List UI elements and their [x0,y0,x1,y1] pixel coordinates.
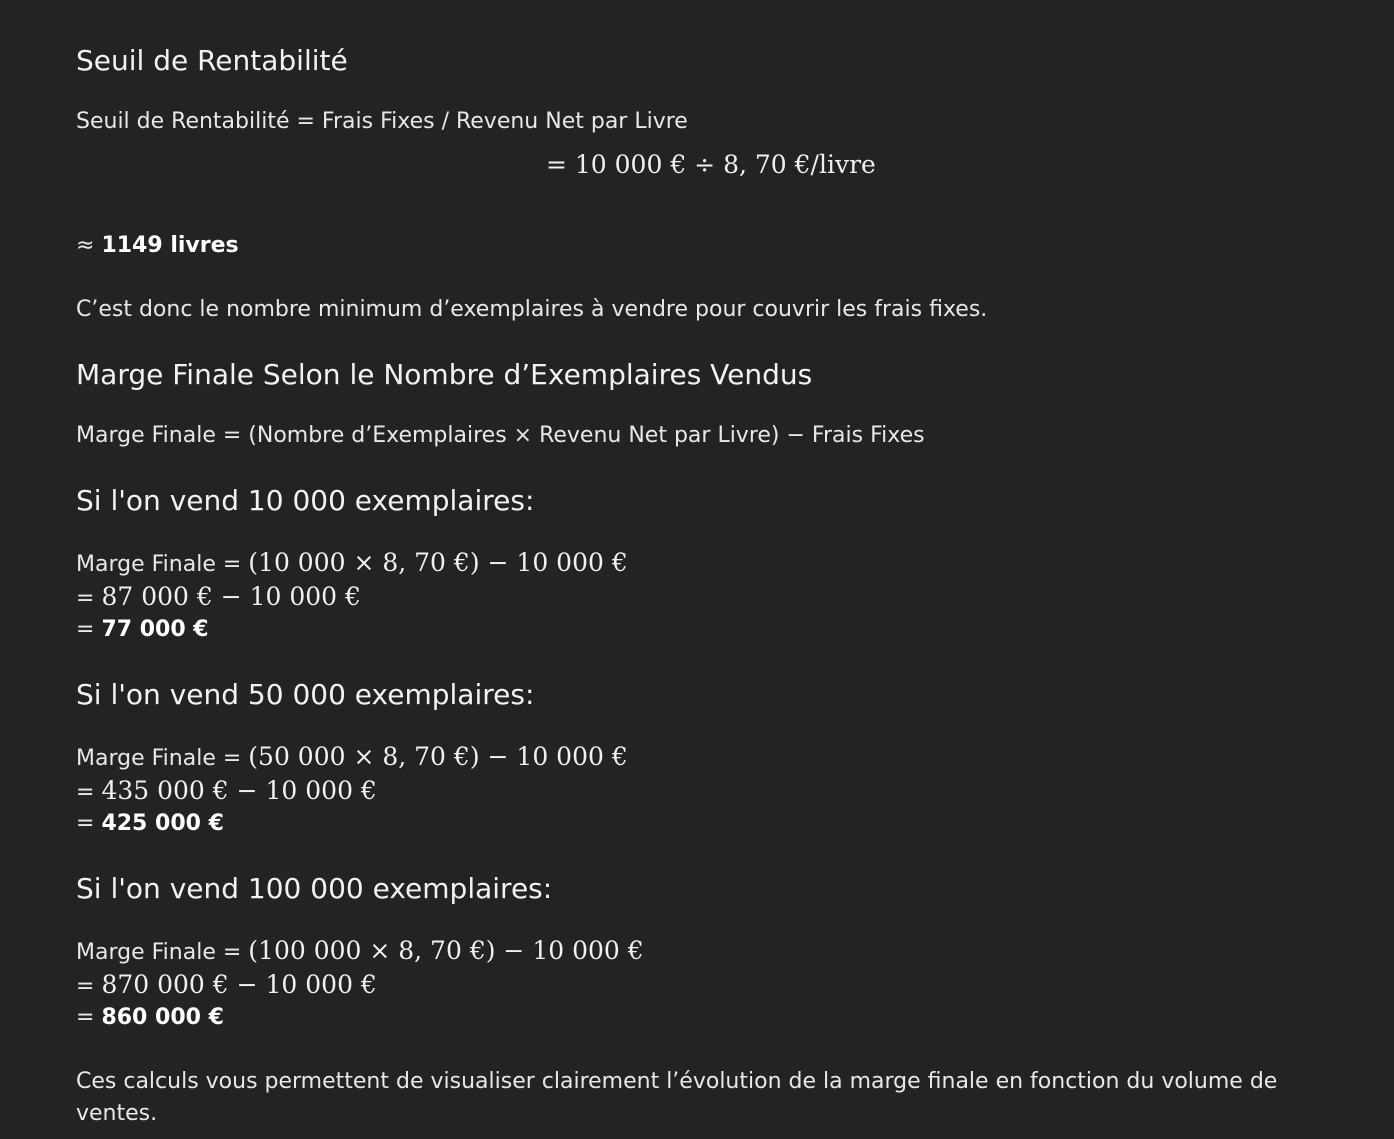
scenario-line-2 [76,969,377,1003]
scenario-line-2 [76,581,361,615]
scenario-line-prefix: = [76,586,102,611]
breakeven-formula-text: Seuil de Rentabilité = Frais Fixes / Revenu Net par Livre [76,109,688,134]
scenario-line-prefix: = [76,974,102,999]
scenario-line-prefix: Marge Finale = [76,940,249,965]
scenario-line-math: 870 000 € − 10 000 € [101,970,377,999]
margin-heading: Marge Finale Selon le Nombre d’Exemplaires Vendus [76,358,813,391]
scenario-line-3 [76,1002,224,1034]
breakeven-result-line [76,230,239,262]
scenario-line-3 [76,614,209,646]
scenario-result: 860 000 € [101,1005,224,1030]
approx-symbol: ≈ [76,233,102,258]
scenario-line-prefix: = [76,811,102,836]
scenario-line-2 [76,775,377,809]
breakeven-result: 1149 livres [101,233,239,258]
scenario-line-1 [76,741,628,775]
margin-formula-text: Marge Finale = (Nombre d’Exemplaires × Revenu Net par Livre) − Frais Fixes [76,423,925,448]
breakeven-explanation: C’est donc le nombre minimum d’exemplaires à vendre pour couvrir les frais fixes. [76,297,988,322]
scenario-line-math: (10 000 × 8, 70 €) − 10 000 € [248,548,628,577]
scenario-heading: Si l'on vend 10 000 exemplaires: [76,484,535,517]
scenario-heading: Si l'on vend 50 000 exemplaires: [76,678,535,711]
scenario-line-1 [76,547,628,581]
scenario-line-math: 87 000 € − 10 000 € [101,582,361,611]
scenario-line-math: 435 000 € − 10 000 € [101,776,377,805]
scenario-heading: Si l'on vend 100 000 exemplaires: [76,872,553,905]
breakeven-heading: Seuil de Rentabilité [76,44,348,77]
scenario-line-math: (100 000 × 8, 70 €) − 10 000 € [248,936,644,965]
scenario-line-prefix: Marge Finale = [76,746,249,771]
conclusion-paragraph: Ces calculs vous permettent de visualiser clairement l’évolution de la marge finale en fonction du volume de ventes. [76,1069,1278,1126]
scenario-line-prefix: = [76,780,102,805]
scenario-line-1 [76,935,644,969]
scenario-line-math: (50 000 × 8, 70 €) − 10 000 € [248,742,628,771]
scenario-result: 425 000 € [101,811,224,836]
scenario-line-3 [76,808,224,840]
scenario-result: 77 000 € [101,617,209,642]
scenario-line-prefix: = [76,617,102,642]
scenario-line-prefix: Marge Finale = [76,552,249,577]
scenario-line-prefix: = [76,1005,102,1030]
breakeven-formula-math: = 10 000 € ÷ 8, 70 €/livre [546,150,876,179]
